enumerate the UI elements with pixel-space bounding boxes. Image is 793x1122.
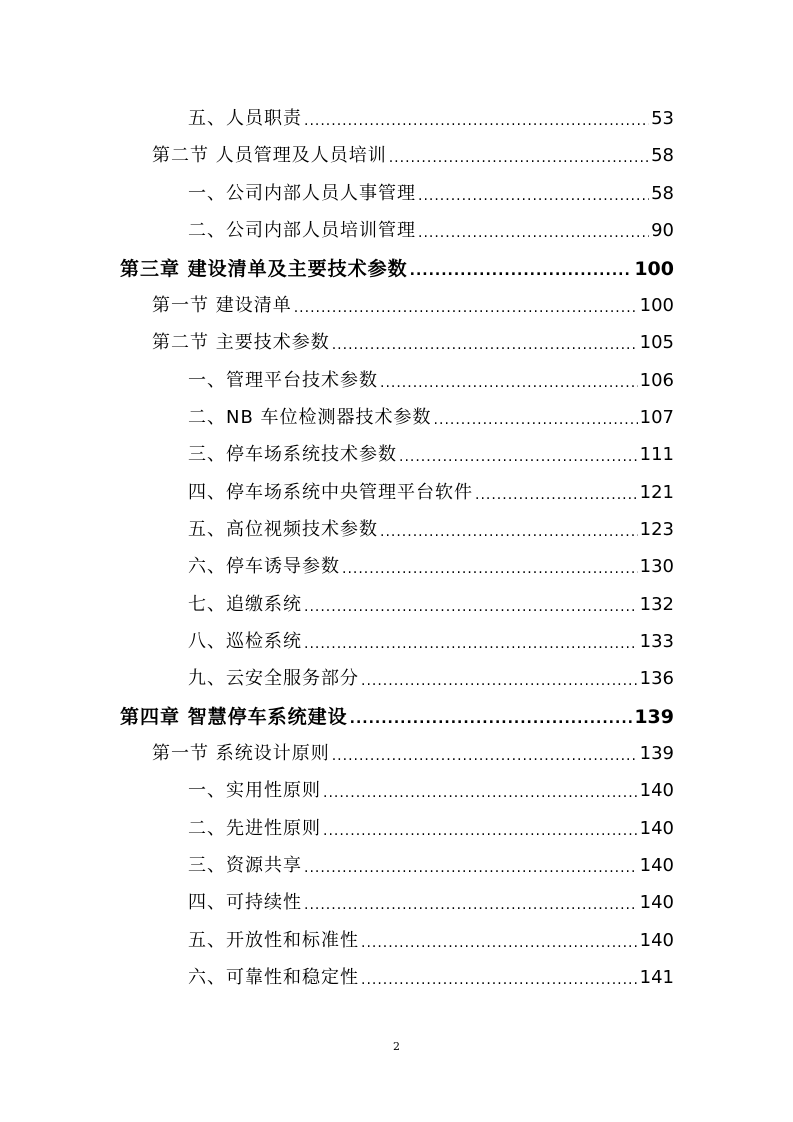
toc-entry-label: 三、停车场系统技术参数 <box>188 444 397 465</box>
toc-entry-label: 一、管理平台技术参数 <box>188 370 378 391</box>
toc-entry[interactable] <box>188 629 674 655</box>
toc-entry-page: 140 <box>639 930 674 951</box>
leader-dots <box>332 334 638 356</box>
toc-entry-label: 五、高位视频技术参数 <box>188 519 378 540</box>
toc-entry-page: 58 <box>651 145 674 166</box>
toc-chapter-entry[interactable] <box>120 256 674 282</box>
toc-entry-page: 140 <box>639 892 674 913</box>
toc-entry[interactable] <box>188 853 674 879</box>
toc-entry[interactable] <box>188 554 674 580</box>
toc-entry-label: 九、云安全服务部分 <box>188 668 359 689</box>
toc-entry-label: 第三章 建设清单及主要技术参数 <box>120 258 408 280</box>
leader-dots <box>399 446 638 468</box>
toc-entry-page: 121 <box>639 482 674 503</box>
toc-entry[interactable] <box>152 143 674 169</box>
leader-dots <box>418 185 649 207</box>
toc-entry-page: 100 <box>634 258 674 280</box>
toc-entry[interactable] <box>188 181 674 207</box>
leader-dots <box>380 372 638 394</box>
page-number: 2 <box>393 1040 400 1053</box>
leader-dots <box>380 521 638 543</box>
toc-entry[interactable] <box>188 816 674 842</box>
toc-entry-label: 四、停车场系统中央管理平台软件 <box>188 482 473 503</box>
toc-entry-page: 123 <box>639 519 674 540</box>
leader-dots <box>434 409 638 431</box>
toc-entry-label: 七、追缴系统 <box>188 594 302 615</box>
leader-dots <box>332 745 638 767</box>
toc-entry[interactable] <box>188 218 674 244</box>
toc-entry[interactable] <box>152 293 674 319</box>
leader-dots <box>361 969 638 991</box>
toc-entry[interactable] <box>188 405 674 431</box>
toc-entry-label: 四、可持续性 <box>188 892 302 913</box>
toc-entry[interactable] <box>188 666 674 692</box>
leader-dots <box>361 670 638 692</box>
leader-dots <box>418 222 649 244</box>
toc-entry-label: 第一节 建设清单 <box>152 295 292 316</box>
leader-dots <box>304 596 638 618</box>
leader-dots <box>342 558 638 580</box>
toc-entry-page: 90 <box>651 220 674 241</box>
toc-entry-page: 141 <box>639 967 674 988</box>
leader-dots <box>410 260 633 282</box>
toc-entry-label: 第四章 智慧停车系统建设 <box>120 706 348 728</box>
toc-entry-label: 三、资源共享 <box>188 855 302 876</box>
toc-entry-page: 111 <box>639 444 674 465</box>
toc-entry-label: 第二节 主要技术参数 <box>152 332 330 353</box>
toc-entry[interactable] <box>188 368 674 394</box>
toc-entry[interactable] <box>188 592 674 618</box>
leader-dots <box>350 708 633 730</box>
leader-dots <box>294 297 638 319</box>
toc-entry[interactable] <box>188 106 674 132</box>
leader-dots <box>389 147 649 169</box>
toc-entry[interactable] <box>188 965 674 991</box>
toc-entry[interactable] <box>188 778 674 804</box>
toc-entry-label: 二、先进性原则 <box>188 818 321 839</box>
leader-dots <box>304 110 649 132</box>
toc-entry-label: 六、停车诱导参数 <box>188 556 340 577</box>
toc-entry-label: 五、开放性和标准性 <box>188 930 359 951</box>
toc-entry-page: 132 <box>639 594 674 615</box>
leader-dots <box>304 894 638 916</box>
toc-entry-page: 136 <box>639 668 674 689</box>
toc-entry[interactable] <box>152 741 674 767</box>
toc-entry-page: 53 <box>651 108 674 129</box>
toc-entry-page: 58 <box>651 183 674 204</box>
toc-entry-page: 105 <box>639 332 674 353</box>
leader-dots <box>323 782 638 804</box>
toc-entry-label: 一、公司内部人员人事管理 <box>188 183 416 204</box>
toc-entry[interactable] <box>188 517 674 543</box>
toc-entry[interactable] <box>188 480 674 506</box>
toc-entry-label: 二、公司内部人员培训管理 <box>188 220 416 241</box>
leader-dots <box>304 633 638 655</box>
toc-entry-page: 130 <box>639 556 674 577</box>
toc-entry[interactable] <box>188 890 674 916</box>
toc-entry-page: 140 <box>639 818 674 839</box>
toc-entry[interactable] <box>152 330 674 356</box>
leader-dots <box>475 484 638 506</box>
toc-entry-label: 二、NB 车位检测器技术参数 <box>188 407 432 428</box>
toc-entry-page: 107 <box>639 407 674 428</box>
leader-dots <box>323 820 638 842</box>
toc-entry-page: 139 <box>634 706 674 728</box>
toc-entry-page: 139 <box>639 743 674 764</box>
toc-entry-label: 六、可靠性和稳定性 <box>188 967 359 988</box>
leader-dots <box>361 932 638 954</box>
toc-entry-label: 一、实用性原则 <box>188 780 321 801</box>
leader-dots <box>304 857 638 879</box>
toc-entry-page: 133 <box>639 631 674 652</box>
toc-entry[interactable] <box>188 442 674 468</box>
toc-entry-page: 140 <box>639 855 674 876</box>
toc-entry-page: 140 <box>639 780 674 801</box>
toc-entry-label: 八、巡检系统 <box>188 631 302 652</box>
toc-entry-label: 第二节 人员管理及人员培训 <box>152 145 387 166</box>
toc-entry-label: 第一节 系统设计原则 <box>152 743 330 764</box>
toc-chapter-entry[interactable] <box>120 704 674 730</box>
toc-entry[interactable] <box>188 928 674 954</box>
toc-entry-page: 100 <box>639 295 674 316</box>
toc-entry-page: 106 <box>639 370 674 391</box>
toc-entry-label: 五、人员职责 <box>188 108 302 129</box>
